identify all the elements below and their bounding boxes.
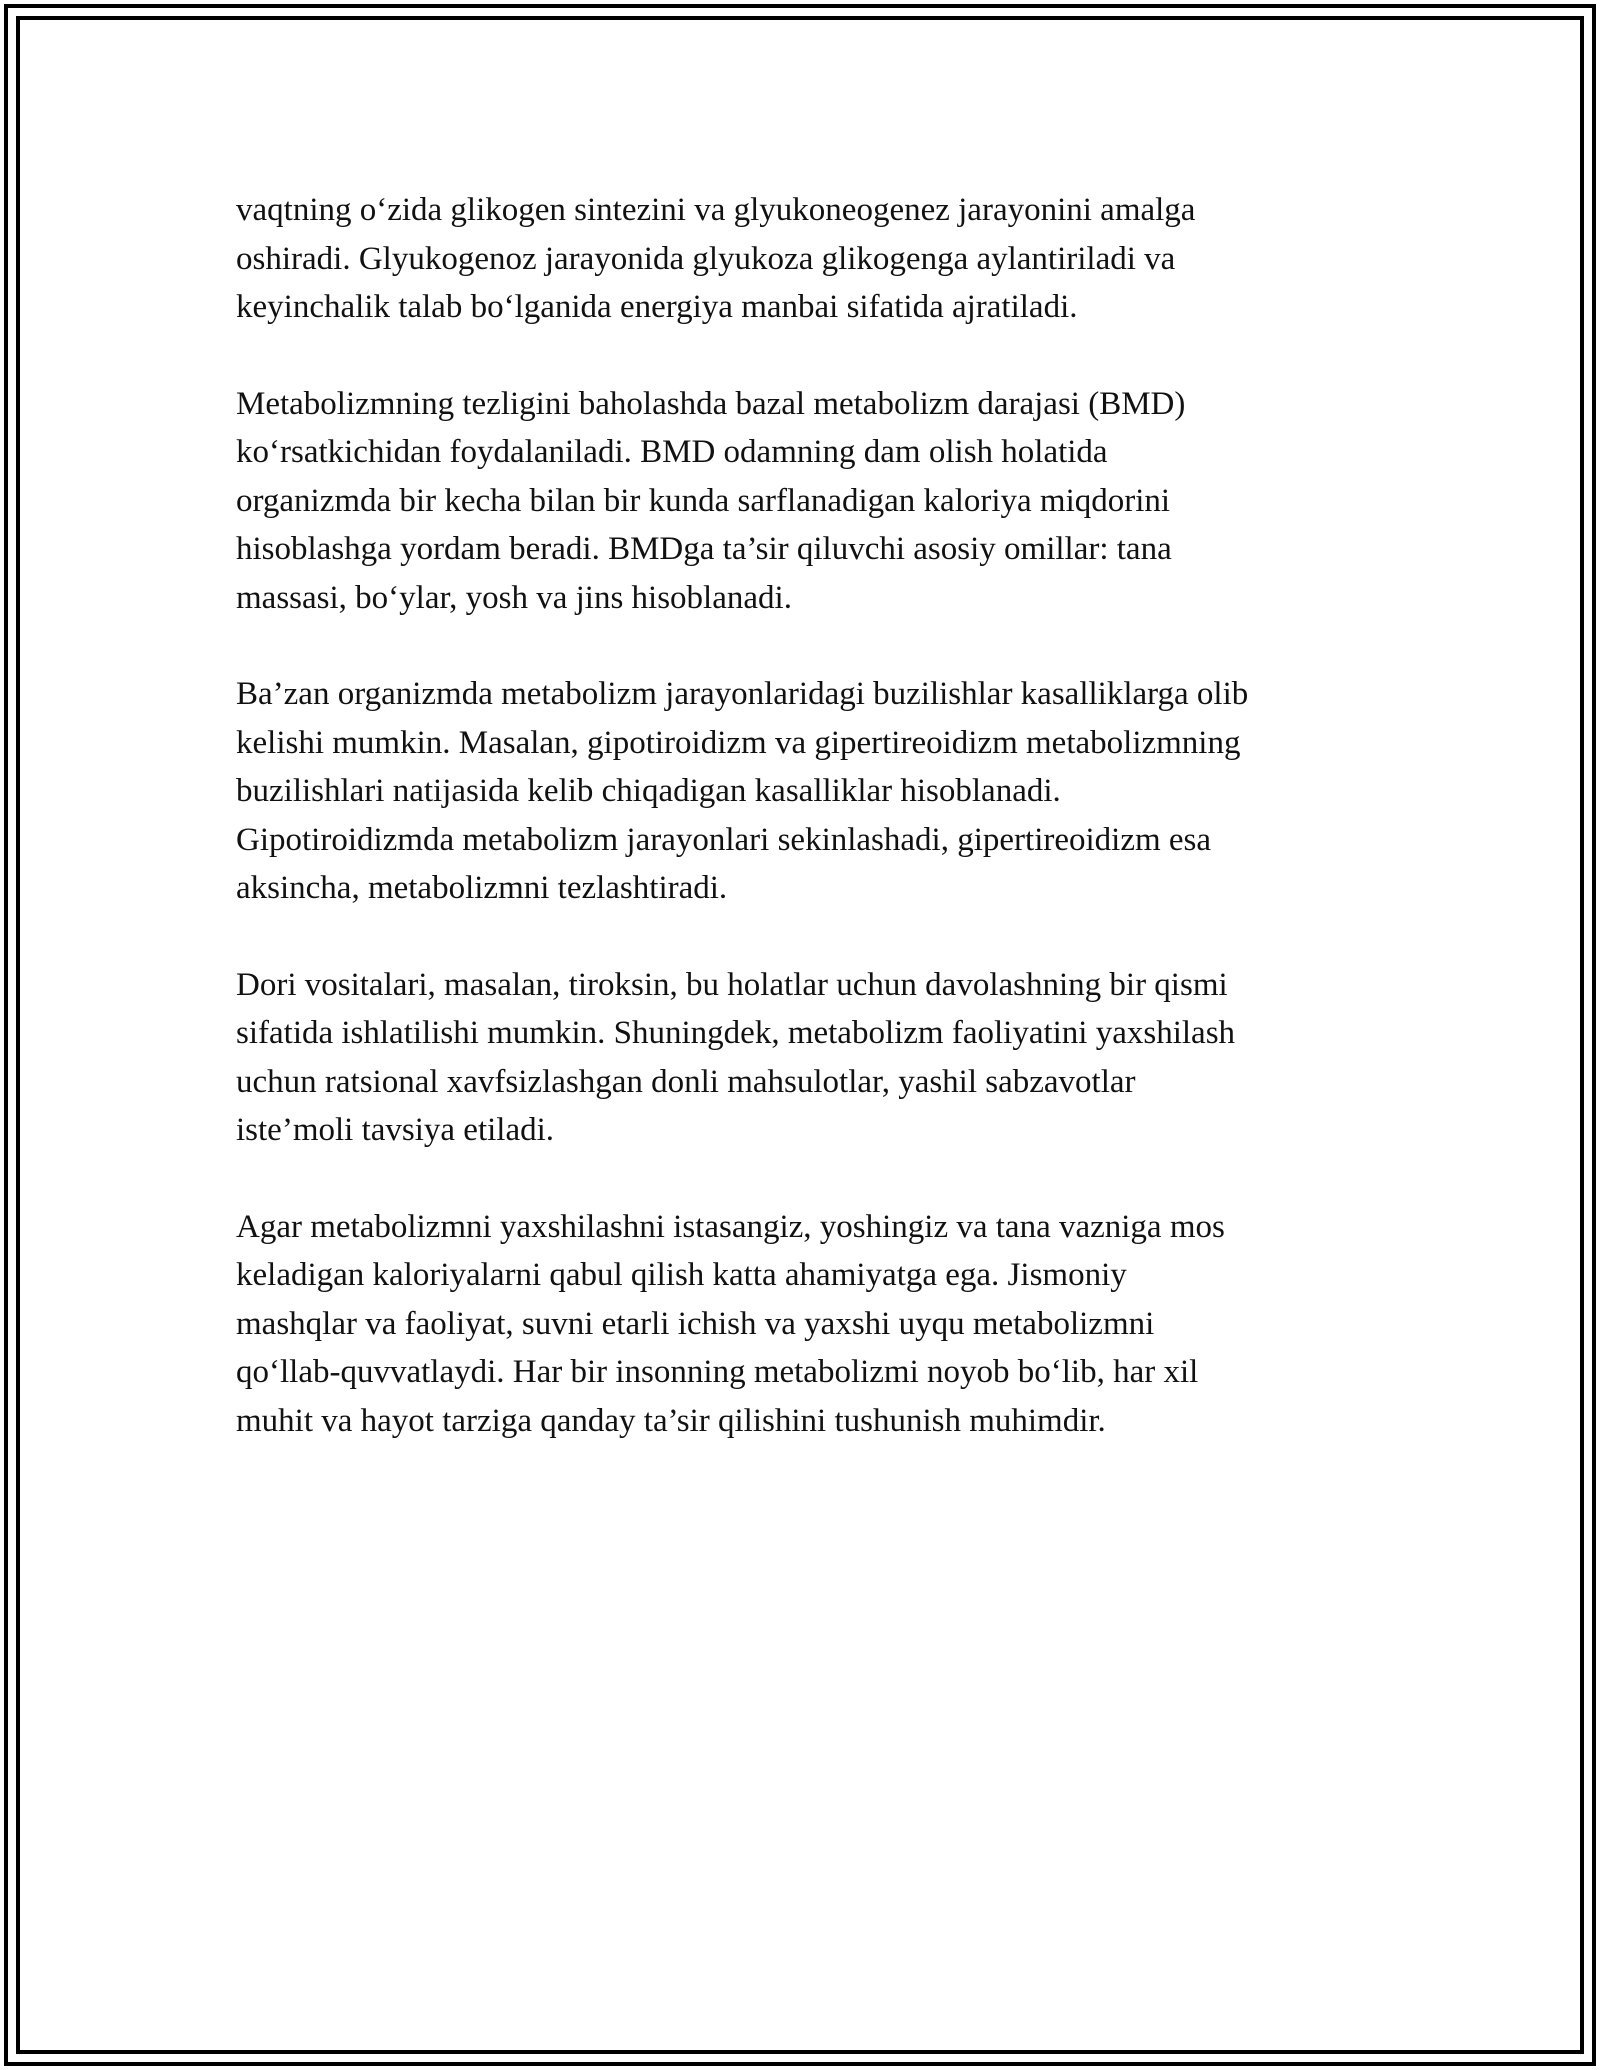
paragraph-glycogen-synthesis: vaqtning o‘zida glikogen sintezini va glyukoneogenez jarayonini amalga oshiradi. Glyukogenoz jarayonida glyukoza glikogenga aylantiriladi va keyinchalik talab bo‘lganida energiya manbai sifatida ajratiladi.: [236, 192, 1196, 325]
paragraph-metabolic-disorders: Ba’zan organizmda metabolizm jarayonlaridagi buzilishlar kasalliklarga olib kelishi mumkin. Masalan, gipotiroidizm va gipertireoidizm metabolizmning buzilishlari natijasida kelib chiqadigan kasalliklar hisoblanadi. Gipotiroidizmda metabolizm jarayonlari sekinlashadi, gipertireoidizm esa aksincha, metabolizmni tezlashtiradi.: [236, 676, 1249, 906]
paragraph-improving-metabolism: Agar metabolizmni yaxshilashni istasangiz, yoshingiz va tana vazniga mos keladigan kaloriyalarni qabul qilish katta ahamiyatga ega. Jismoniy mashqlar va faoliyat, suvni etarli ichish va yaxshi uyqu metabolizmni qo‘llab-quvvatlaydi. Har bir insonning metabolizmi noyob bo‘lib, har xil muhit va hayot tarziga qanday ta’sir qilishini tushunish muhimdir.: [236, 1208, 1225, 1439]
paragraph-basal-metabolic-rate: Metabolizmning tezligini baholashda bazal metabolizm darajasi (BMD) ko‘rsatkichidan foydalaniladi. BMD odamning dam olish holatida organizmda bir kecha bilan bir kunda sarflanadigan kaloriya miqdorini hisoblashga yordam beradi. BMDga ta’sir qiluvchi asosiy omillar: tana massasi, bo‘ylar, yosh va jins hisoblanadi.: [236, 385, 1186, 616]
document-body: [236, 186, 1376, 1493]
paragraph-treatment: Dori vositalari, masalan, tiroksin, bu holatlar uchun davolashning bir qismi sifatida ishlatilishi mumkin. Shuningdek, metabolizm faoliyatini yaxshilash uchun ratsional xavfsizlashgan donli mahsulotlar, yashil sabzavotlar iste’moli tavsiya etiladi.: [236, 966, 1236, 1148]
